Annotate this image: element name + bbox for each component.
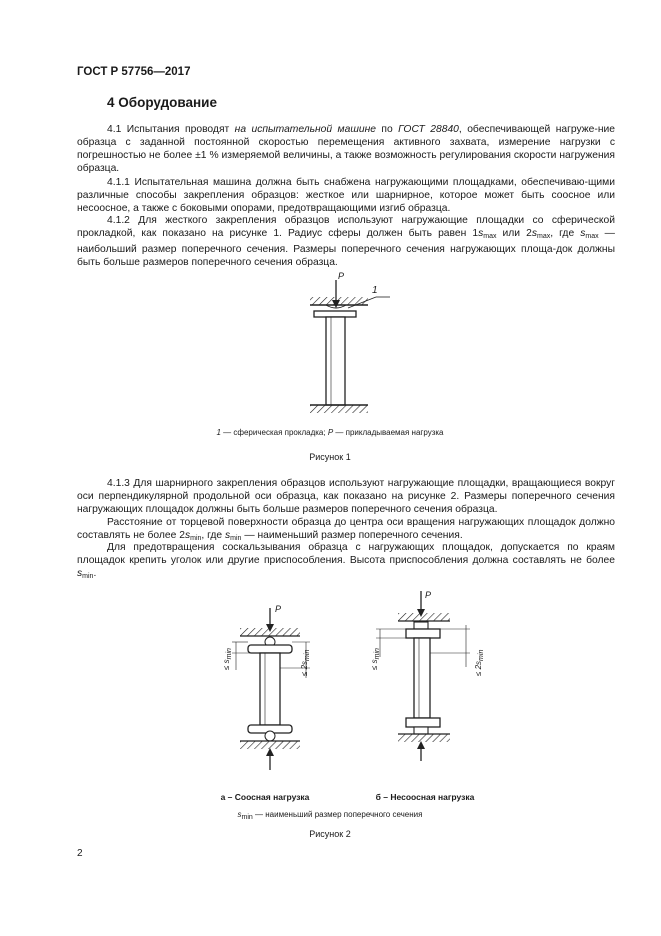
figure-2a-dim-s: ≤ $s_{min}$: [222, 648, 233, 670]
figure-2a-label: а – Соосная нагрузка: [220, 792, 310, 802]
figure-1-caption: 1 — сферическая прокладка; P — прикладываемая нагрузка: [216, 428, 444, 437]
figure-2a-load-label: P: [275, 604, 282, 614]
figure-2-caption: $s_{min}$ — наименьший размер поперечного сечения: [237, 810, 423, 821]
figure-2b-load-label: P: [425, 590, 432, 600]
figure-1-drawing: [290, 270, 410, 420]
figure-2b-drawing: [370, 585, 490, 765]
figure-2a-drawing: [214, 598, 334, 778]
figure-1-load-label: P: [338, 271, 345, 281]
figure-2-title: Рисунок 2: [309, 829, 351, 839]
figure-2b-dim-s: ≤ $s_{min}$: [370, 648, 381, 670]
paragraph-4-1-3: 4.1.3 Для шарнирного закрепления образцов используют нагружающие площадки, вращающиеся вокруг оси перпендикулярной продольной оси образца, как показано на рисунке 2. Размеры поперечного сечения нагружающих площадок должны быть больше размеров поперечного сечения образца.: [77, 478, 615, 515]
paragraph-4-1-2: 4.1.2 Для жесткого закрепления образцов используют нагружающие площадки со сферической прокладкой, как показано на рисунке 1. Радиус сферы должен быть равен $1s_{max}$ или $2s_{max}$, где $s_{max}$ — наибольший размер поперечного сечения. Размеры поперечного сечения нагружающих площа-док должны быть больше размеров поперечного сечения образца.: [77, 215, 615, 268]
figure-1-title: Рисунок 1: [309, 452, 351, 462]
figure-1-callout-number: 1: [372, 285, 378, 296]
paragraph-4-1-1: 4.1.1 Испытательная машина должна быть снабжена нагружающими площадками, обеспечиваю-щими различные способы закрепления образцов: жесткое или шарнирное, которое может быть соосное или несоосное, а также с боковыми опорами, предотвращающими изгиб образца.: [77, 177, 615, 214]
page-number: 2: [77, 848, 83, 859]
document-header: ГОСТ Р 57756—2017: [77, 66, 191, 78]
figure-2b-label: б – Несоосная нагрузка: [375, 792, 475, 802]
figure-2b-dim-2s: ≤ $2s_{min}$: [474, 649, 485, 676]
paragraph-4-1: 4.1 Испытания проводят на испытательной машине по ГОСТ 28840, обеспечивающей нагруже-ние образца с заданной постоянной скоростью перемещения активного захвата, измерение нагрузки с погрешностью не более ±1 % измеряемой величины, а также возможность регулирования скорости нагружения образца.: [77, 124, 615, 174]
section-title: 4 Оборудование: [107, 95, 217, 110]
paragraph-slide: Для предотвращения соскальзывания образца с нагружающих площадок, допускается по краям площадок крепить уголок или другие приспособления. Высота приспособления должна составлять не более $s_{min}$.: [77, 542, 615, 580]
paragraph-distance: Расстояние от торцевой поверхности образца до центра оси вращения нагружающих площадок должно составлять не более $2s_{min}$, где $s_{min}$ — наименьший размер поперечного сечения.: [77, 517, 615, 542]
figure-2a-dim-2s: ≤ $2s_{min}$: [300, 649, 311, 676]
